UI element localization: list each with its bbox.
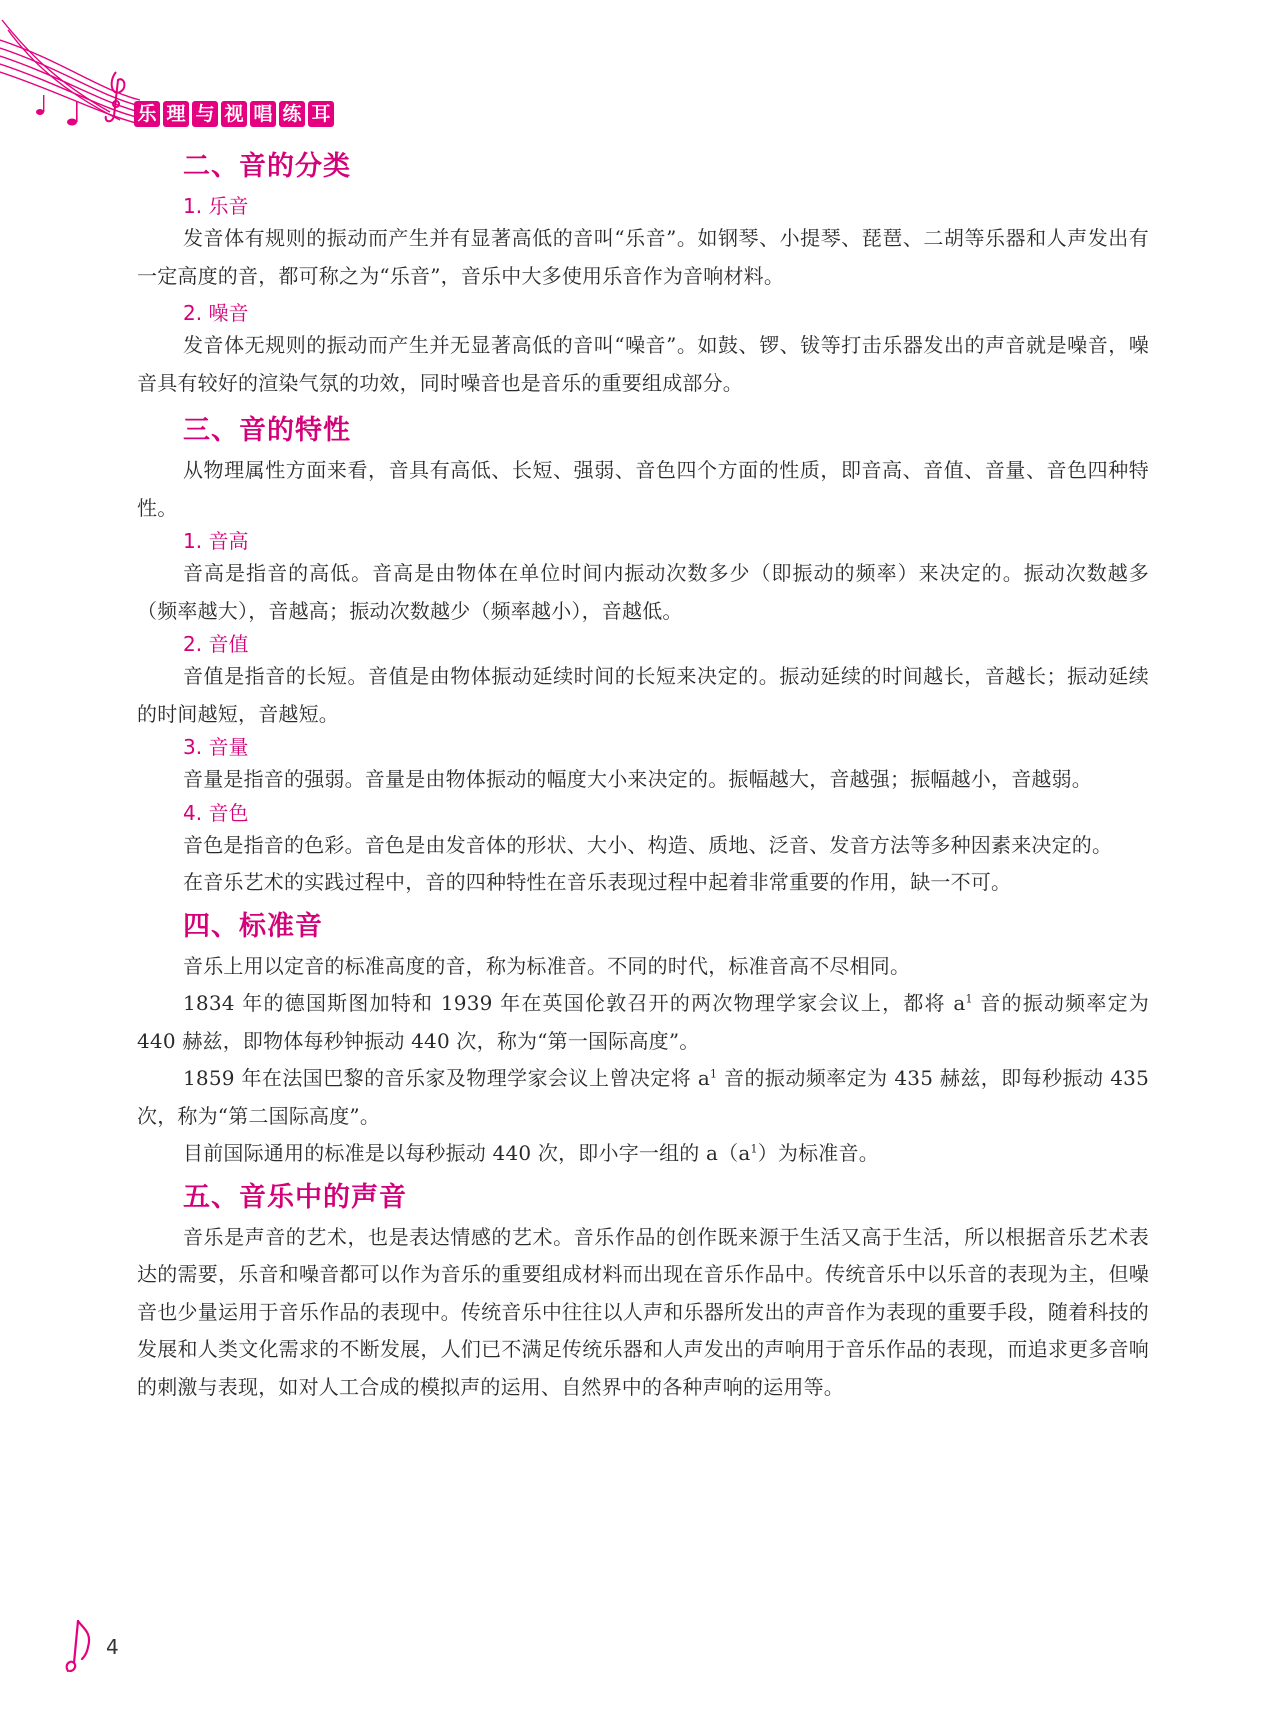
paragraph: 发音体无规则的振动而产生并无显著高低的音叫“噪音”。如鼓、锣、钹等打击乐器发出的声音就是噪音，噪音具有较好的渲染气氛的功效，同时噪音也是音乐的重要组成部分。 [137,333,1149,395]
series-title-char: 乐 [134,101,160,127]
paragraph: 音色是指音的色彩。音色是由发音体的形状、大小、构造、质地、泛音、发音方法等多种因素来决定的。 [183,832,1113,857]
subsection-heading: 4. 音色 [183,800,249,825]
series-title-char: 练 [279,101,305,127]
eighth-note-icon [60,1615,100,1675]
paragraph-text: 音的振动频率定为 440 赫兹，即物体每秒钟振动 440 次，称为“第一国际高度”。 [137,991,1150,1053]
subsection-heading: 2. 噪音 [183,301,249,325]
page-number: 4 [106,1635,119,1659]
paragraph: 音乐是声音的艺术，也是表达情感的艺术。音乐作品的创作既来源于生活又高于生活，所以根据音乐艺术表达的需要，乐音和噪音都可以作为音乐的重要组成材料而出现在音乐作品中。传统音乐中以乐音的表现为主，但噪音也少量运用于音乐作品的表现中。传统音乐中往往以人声和乐器所发出的声音作为表现的重要手段，随着科技的发展和人类文化需求的不断发展，人们已不满足传统乐器和人声发出的声响用于音乐作品的表现，而追求更多音响的刺激与表现，如对人工合成的模拟声的运用、自然界中的各种声响的运用等。 [137,1224,1149,1399]
subsection-heading: 1. 乐音 [183,194,249,218]
subsection-heading: 3. 音量 [183,735,249,759]
page-body [137,150,1149,1406]
subsection-heading: 2. 音值 [183,632,249,656]
series-title-char: 视 [221,101,247,127]
paragraph-text: 音的振动频率定为 435 赫兹，即每秒振动 435 次，称为“第二国际高度”。 [137,1066,1149,1128]
superscript: 1 [710,1067,718,1081]
paragraph-text: 1859 年在法国巴黎的音乐家及物理学家会议上曾决定将 a [183,1066,711,1090]
paragraph-text: ）为标准音。 [757,1141,879,1165]
paragraph [137,985,1149,1060]
section-title: 二、音的分类 [183,151,351,182]
page-footer [60,1615,160,1675]
paragraph: 发音体有规则的振动而产生并有显著高低的音叫“乐音”。如钢琴、小提琴、琵琶、二胡等乐器和人声发出有一定高度的音，都可称之为“乐音”，音乐中大多使用乐音作为音响材料。 [137,226,1149,288]
paragraph: 音量是指音的强弱。音量是由物体振动的幅度大小来决定的。振幅越大，音越强；振幅越小，音越弱。 [183,767,1092,791]
section-title: 三、音的特性 [183,415,351,446]
section-title: 四、标准音 [183,910,323,942]
paragraph: 音值是指音的长短。音值是由物体振动延续时间的长短来决定的。振动延续的时间越长，音越长；振动延续的时间越短，音越短。 [137,664,1149,726]
paragraph [137,1135,1149,1173]
subsection-heading: 1. 音高 [183,529,249,553]
paragraph-text: 1834 年的德国斯图加特和 1939 年在英国伦敦召开的两次物理学家会议上，都将 a [183,991,966,1015]
section-title: 五、音乐中的声音 [183,1181,407,1213]
paragraph: 音高是指音的高低。音高是由物体在单位时间内振动次数多少（即振动的频率）来决定的。振动次数越多（频率越大），音越高；振动次数越少（频率越小），音越低。 [137,561,1149,623]
paragraph: 在音乐艺术的实践过程中，音的四种特性在音乐表现过程中起着非常重要的作用，缺一不可。 [183,870,1012,894]
paragraph: 音乐上用以定音的标准高度的音，称为标准音。不同的时代，标准音高不尽相同。 [183,953,911,978]
paragraph [137,1060,1149,1135]
paragraph-text: 目前国际通用的标准是以每秒振动 440 次，即小字一组的 a（a [183,1141,751,1165]
superscript: 1 [965,992,973,1006]
series-title-char: 与 [192,101,218,127]
series-title-char: 耳 [308,101,334,127]
series-title-char: 唱 [250,101,276,127]
series-title [134,101,334,127]
superscript: 1 [750,1142,758,1156]
series-title-char: 理 [163,101,189,127]
paragraph: 从物理属性方面来看，音具有高低、长短、强弱、音色四个方面的性质，即音高、音值、音量、音色四种特性。 [137,458,1149,520]
